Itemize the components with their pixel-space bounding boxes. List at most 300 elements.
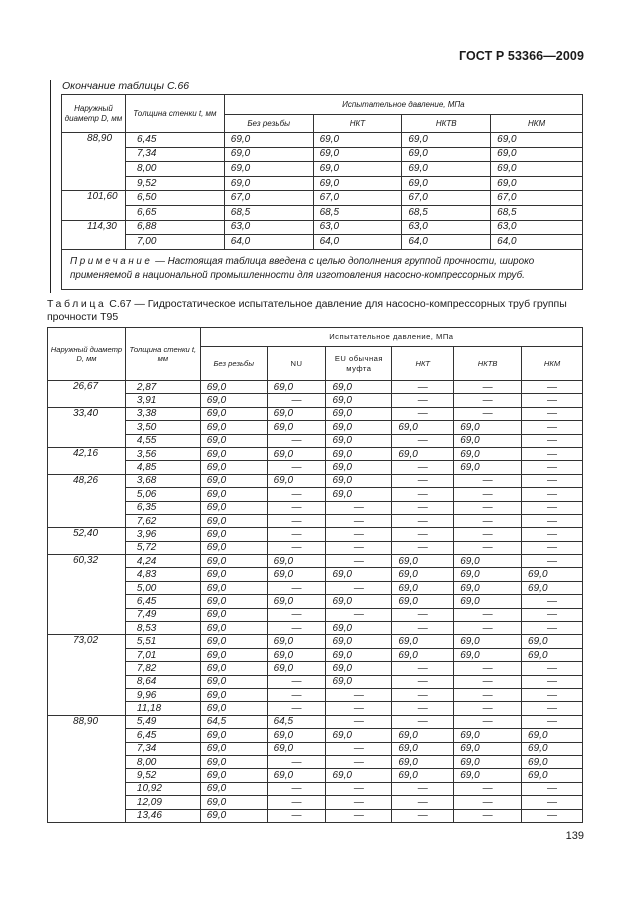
pressure-cell: 69,0 <box>200 809 267 822</box>
thickness-cell: 5,72 <box>125 541 200 554</box>
pressure-cell: 69,0 <box>267 447 326 460</box>
table-row <box>48 434 583 447</box>
thickness-cell: 9,52 <box>125 769 200 782</box>
pressure-cell: 69,0 <box>454 421 522 434</box>
pressure-cell: — <box>454 608 522 621</box>
pressure-cell: 69,0 <box>326 407 392 420</box>
table-row <box>48 488 583 501</box>
pressure-cell: 69,0 <box>454 755 522 768</box>
pressure-cell: 69,0 <box>326 729 392 742</box>
pressure-cell: 69,0 <box>313 147 402 162</box>
pressure-cell: 69,0 <box>267 635 326 648</box>
table-row <box>48 461 583 474</box>
pressure-cell: 69,0 <box>200 729 267 742</box>
pressure-cell: 69,0 <box>326 622 392 635</box>
pressure-cell: 69,0 <box>200 528 267 541</box>
pressure-cell: 68,5 <box>491 205 583 220</box>
pressure-cell: 64,0 <box>491 235 583 250</box>
pressure-cell: 69,0 <box>454 635 522 648</box>
pressure-cell: 69,0 <box>200 541 267 554</box>
pressure-cell: 69,0 <box>224 162 313 177</box>
pressure-cell: 69,0 <box>200 782 267 795</box>
thickness-cell: 7,00 <box>125 235 224 250</box>
pressure-cell: 69,0 <box>200 796 267 809</box>
pressure-cell: — <box>522 675 583 688</box>
thickness-cell: 7,62 <box>125 514 200 527</box>
pressure-cell: 69,0 <box>200 635 267 648</box>
table-row <box>48 514 583 527</box>
pressure-cell: 69,0 <box>326 769 392 782</box>
pressure-cell: 69,0 <box>392 635 454 648</box>
pressure-cell: — <box>392 809 454 822</box>
pressure-cell: 69,0 <box>392 595 454 608</box>
pressure-cell: 69,0 <box>454 434 522 447</box>
pressure-cell: — <box>392 528 454 541</box>
pressure-cell: 69,0 <box>454 648 522 661</box>
pressure-cell: 69,0 <box>224 147 313 162</box>
table1-caption: Окончание таблицы С.66 <box>62 80 190 92</box>
pressure-cell: 69,0 <box>326 461 392 474</box>
table-row <box>48 622 583 635</box>
table-row <box>48 702 583 715</box>
pressure-cell: — <box>326 501 392 514</box>
pressure-cell: 69,0 <box>392 648 454 661</box>
pressure-cell: — <box>454 782 522 795</box>
diameter-cell: 52,40 <box>48 528 126 555</box>
page-number: 139 <box>565 830 584 842</box>
thickness-cell: 3,50 <box>125 421 200 434</box>
thickness-cell: 6,50 <box>125 191 224 206</box>
pressure-cell: 69,0 <box>454 581 522 594</box>
col-header-wall-thickness: Толщина стенки t, мм <box>125 328 200 381</box>
pressure-cell: — <box>522 501 583 514</box>
pressure-cell: — <box>267 809 326 822</box>
pressure-cell: 69,0 <box>454 769 522 782</box>
pressure-cell: — <box>454 474 522 487</box>
table-row <box>62 162 583 177</box>
pressure-cell: — <box>267 528 326 541</box>
thickness-cell: 7,49 <box>125 608 200 621</box>
pressure-cell: 69,0 <box>392 568 454 581</box>
thickness-cell: 8,64 <box>125 675 200 688</box>
pressure-cell: — <box>522 782 583 795</box>
pressure-cell: 69,0 <box>402 147 491 162</box>
thickness-cell: 8,53 <box>125 622 200 635</box>
thickness-cell: 3,96 <box>125 528 200 541</box>
pressure-cell: 69,0 <box>267 769 326 782</box>
table-row <box>48 742 583 755</box>
pressure-cell: — <box>522 809 583 822</box>
thickness-cell: 6,45 <box>125 595 200 608</box>
table-row <box>48 541 583 554</box>
pressure-cell: — <box>522 394 583 407</box>
pressure-cell: — <box>454 622 522 635</box>
pressure-cell: 69,0 <box>313 133 402 148</box>
pressure-cell: — <box>522 622 583 635</box>
thickness-cell: 11,18 <box>125 702 200 715</box>
pressure-cell: 69,0 <box>224 133 313 148</box>
pressure-cell: — <box>392 434 454 447</box>
pressure-cell: 69,0 <box>326 595 392 608</box>
pressure-cell: 69,0 <box>522 648 583 661</box>
pressure-cell: 69,0 <box>326 568 392 581</box>
pressure-cell: — <box>326 809 392 822</box>
pressure-cell: 69,0 <box>454 555 522 568</box>
table2-caption <box>47 298 583 324</box>
thickness-cell: 6,65 <box>125 205 224 220</box>
table-row <box>48 769 583 782</box>
table-row <box>48 782 583 795</box>
pressure-cell: — <box>454 675 522 688</box>
thickness-cell: 5,49 <box>125 715 200 728</box>
pressure-cell: 69,0 <box>402 133 491 148</box>
pressure-cell: 69,0 <box>267 474 326 487</box>
table-row <box>48 447 583 460</box>
pressure-cell: 68,5 <box>313 205 402 220</box>
pressure-cell: 69,0 <box>522 769 583 782</box>
table-row <box>48 555 583 568</box>
table-row <box>48 755 583 768</box>
col-header-nu: NU <box>267 347 326 381</box>
table-row <box>48 608 583 621</box>
table-row <box>48 648 583 661</box>
table2-caption-label: Таблица <box>47 298 107 310</box>
pressure-cell: 63,0 <box>402 220 491 235</box>
thickness-cell: 4,24 <box>125 555 200 568</box>
thickness-cell: 8,00 <box>125 162 224 177</box>
pressure-cell: — <box>326 541 392 554</box>
pressure-cell: 69,0 <box>326 394 392 407</box>
pressure-cell: 69,0 <box>267 648 326 661</box>
pressure-cell: 69,0 <box>491 176 583 191</box>
table-row <box>48 581 583 594</box>
pressure-cell: — <box>392 688 454 701</box>
pressure-cell: 69,0 <box>200 488 267 501</box>
table-row <box>48 501 583 514</box>
pressure-cell: — <box>392 407 454 420</box>
thickness-cell: 6,35 <box>125 501 200 514</box>
pressure-cell: — <box>454 688 522 701</box>
pressure-cell: 69,0 <box>402 176 491 191</box>
table2-caption-text: С.67 — Гидростатическое испытательное давление для насосно-компрессорных труб группы прочности Т95 <box>47 298 567 323</box>
pressure-cell: — <box>522 381 583 394</box>
pressure-cell: — <box>454 381 522 394</box>
pressure-cell: 69,0 <box>200 407 267 420</box>
thickness-cell: 4,83 <box>125 568 200 581</box>
table-row <box>48 688 583 701</box>
pressure-cell: 69,0 <box>326 474 392 487</box>
pressure-cell: 63,0 <box>224 220 313 235</box>
col-header-diameter: Наружный диаметр D, мм <box>48 328 126 381</box>
pressure-cell: 69,0 <box>454 729 522 742</box>
pressure-cell: — <box>326 796 392 809</box>
pressure-cell: — <box>454 514 522 527</box>
thickness-cell: 5,51 <box>125 635 200 648</box>
thickness-cell: 3,91 <box>125 394 200 407</box>
table-row <box>48 796 583 809</box>
pressure-cell: — <box>267 541 326 554</box>
table-row <box>48 715 583 728</box>
pressure-cell: — <box>392 541 454 554</box>
pressure-cell: — <box>326 688 392 701</box>
pressure-cell: — <box>392 461 454 474</box>
thickness-cell: 4,55 <box>125 434 200 447</box>
table-row <box>48 568 583 581</box>
pressure-cell: 69,0 <box>491 162 583 177</box>
pressure-cell: 69,0 <box>326 662 392 675</box>
pressure-cell: 69,0 <box>200 555 267 568</box>
col-header-no-thread: Без резьбы <box>200 347 267 381</box>
diameter-cell: 73,02 <box>48 635 126 715</box>
pressure-cell: 69,0 <box>522 742 583 755</box>
pressure-cell: 69,0 <box>200 662 267 675</box>
pressure-cell: — <box>267 675 326 688</box>
pressure-cell: — <box>454 809 522 822</box>
col-header-nktv: НКТВ <box>402 115 491 133</box>
pressure-cell: 69,0 <box>402 162 491 177</box>
pressure-cell: — <box>522 474 583 487</box>
pressure-cell: 69,0 <box>522 581 583 594</box>
pressure-cell: — <box>392 782 454 795</box>
table-row <box>62 176 583 191</box>
pressure-cell: 69,0 <box>200 595 267 608</box>
pressure-cell: — <box>522 688 583 701</box>
pressure-cell: 69,0 <box>491 147 583 162</box>
col-header-nkt: НКТ <box>392 347 454 381</box>
pressure-cell: 69,0 <box>267 662 326 675</box>
pressure-cell: 69,0 <box>326 488 392 501</box>
document-id-header: ГОСТ Р 53366—2009 <box>458 49 584 63</box>
pressure-cell: 69,0 <box>200 648 267 661</box>
pressure-cell: — <box>267 434 326 447</box>
col-header-eu-coupling: EU обычная муфта <box>326 347 392 381</box>
diameter-cell: 33,40 <box>48 407 126 447</box>
table-row <box>48 474 583 487</box>
col-header-nkm: НКМ <box>522 347 583 381</box>
pressure-cell: 67,0 <box>313 191 402 206</box>
pressure-cell: 69,0 <box>392 769 454 782</box>
pressure-cell: 69,0 <box>392 581 454 594</box>
pressure-cell: 69,0 <box>200 447 267 460</box>
pressure-cell: — <box>326 528 392 541</box>
col-header-no-thread: Без резьбы <box>224 115 313 133</box>
pressure-cell: — <box>522 662 583 675</box>
table-row <box>48 381 583 394</box>
thickness-cell: 4,85 <box>125 461 200 474</box>
pressure-cell: 69,0 <box>313 176 402 191</box>
col-header-diameter: Наружный диаметр D, мм <box>62 95 126 133</box>
pressure-cell: 69,0 <box>326 434 392 447</box>
pressure-cell: — <box>392 715 454 728</box>
pressure-cell: — <box>392 662 454 675</box>
pressure-cell: — <box>454 407 522 420</box>
col-header-nktv: НКТВ <box>454 347 522 381</box>
pressure-cell: — <box>392 796 454 809</box>
pressure-cell: 64,0 <box>313 235 402 250</box>
pressure-cell: — <box>454 715 522 728</box>
pressure-cell: 69,0 <box>267 729 326 742</box>
pressure-cell: — <box>392 675 454 688</box>
thickness-cell: 3,56 <box>125 447 200 460</box>
diameter-cell: 48,26 <box>48 474 126 528</box>
pressure-cell: 69,0 <box>200 581 267 594</box>
pressure-cell: — <box>522 528 583 541</box>
pressure-cell: 67,0 <box>402 191 491 206</box>
thickness-cell: 10,92 <box>125 782 200 795</box>
thickness-cell: 3,68 <box>125 474 200 487</box>
pressure-cell: 69,0 <box>200 514 267 527</box>
pressure-cell: 69,0 <box>200 702 267 715</box>
pressure-cell: 69,0 <box>200 622 267 635</box>
pressure-cell: — <box>522 434 583 447</box>
pressure-cell: 69,0 <box>491 133 583 148</box>
col-header-wall-thickness: Толщина стенки t, мм <box>125 95 224 133</box>
table-note <box>62 249 583 289</box>
pressure-cell: 69,0 <box>392 755 454 768</box>
diameter-cell: 114,30 <box>62 220 126 249</box>
col-header-test-pressure: Испытательное давление, МПа <box>224 95 582 115</box>
thickness-cell: 7,34 <box>125 147 224 162</box>
pressure-cell: 69,0 <box>392 742 454 755</box>
pressure-cell: — <box>267 755 326 768</box>
pressure-cell: 69,0 <box>267 555 326 568</box>
pressure-cell: 67,0 <box>491 191 583 206</box>
pressure-cell: — <box>267 702 326 715</box>
pressure-cell: 69,0 <box>326 421 392 434</box>
col-header-test-pressure: Испытательное давление, МПа <box>200 328 582 347</box>
pressure-cell: 69,0 <box>200 608 267 621</box>
diameter-cell: 26,67 <box>48 381 126 408</box>
pressure-cell: — <box>522 555 583 568</box>
diameter-cell: 60,32 <box>48 555 126 635</box>
pressure-cell: 68,5 <box>224 205 313 220</box>
pressure-cell: — <box>267 394 326 407</box>
table-row <box>48 407 583 420</box>
pressure-cell: — <box>392 474 454 487</box>
pressure-cell: — <box>454 394 522 407</box>
pressure-cell: — <box>454 662 522 675</box>
thickness-cell: 13,46 <box>125 809 200 822</box>
pressure-cell: — <box>267 688 326 701</box>
diameter-cell: 88,90 <box>62 133 126 191</box>
table-row <box>62 220 583 235</box>
table-row <box>48 421 583 434</box>
pressure-cell: 69,0 <box>200 742 267 755</box>
pressure-cell: — <box>267 488 326 501</box>
thickness-cell: 9,52 <box>125 176 224 191</box>
pressure-cell: 64,5 <box>267 715 326 728</box>
pressure-cell: 69,0 <box>200 675 267 688</box>
pressure-cell: 69,0 <box>200 769 267 782</box>
pressure-cell: 64,5 <box>200 715 267 728</box>
col-header-nkm: НКМ <box>491 115 583 133</box>
pressure-cell: 67,0 <box>224 191 313 206</box>
pressure-cell: 69,0 <box>326 635 392 648</box>
pressure-cell: — <box>454 702 522 715</box>
table-row <box>48 394 583 407</box>
thickness-cell: 8,00 <box>125 755 200 768</box>
table-row <box>48 809 583 822</box>
pressure-cell: 69,0 <box>224 176 313 191</box>
pressure-cell: 69,0 <box>326 447 392 460</box>
pressure-cell: — <box>392 394 454 407</box>
pressure-cell: 69,0 <box>454 461 522 474</box>
thickness-cell: 7,34 <box>125 742 200 755</box>
pressure-cell: 69,0 <box>267 568 326 581</box>
table-row <box>48 729 583 742</box>
pressure-cell: — <box>267 501 326 514</box>
pressure-cell: — <box>522 702 583 715</box>
pressure-cell: 69,0 <box>267 421 326 434</box>
table-row <box>62 191 583 206</box>
pressure-cell: 63,0 <box>491 220 583 235</box>
pressure-cell: — <box>522 608 583 621</box>
pressure-cell: — <box>454 796 522 809</box>
table-row <box>62 133 583 148</box>
pressure-cell: 69,0 <box>392 729 454 742</box>
thickness-cell: 7,82 <box>125 662 200 675</box>
pressure-cell: 69,0 <box>522 755 583 768</box>
thickness-cell: 9,96 <box>125 688 200 701</box>
pressure-cell: — <box>392 702 454 715</box>
pressure-cell: 69,0 <box>200 394 267 407</box>
pressure-cell: 69,0 <box>313 162 402 177</box>
pressure-cell: 69,0 <box>200 755 267 768</box>
thickness-cell: 6,45 <box>125 729 200 742</box>
note-label: Примечание <box>70 255 153 267</box>
pressure-cell: 69,0 <box>200 688 267 701</box>
pressure-cell: — <box>326 715 392 728</box>
table-row <box>48 635 583 648</box>
pressure-cell: — <box>326 755 392 768</box>
pressure-cell: 69,0 <box>454 595 522 608</box>
thickness-cell: 3,38 <box>125 407 200 420</box>
pressure-cell: — <box>454 501 522 514</box>
col-header-nkt: НКТ <box>313 115 402 133</box>
pressure-cell: — <box>392 608 454 621</box>
pressure-cell: — <box>392 622 454 635</box>
pressure-cell: 64,0 <box>224 235 313 250</box>
pressure-cell: — <box>522 514 583 527</box>
pressure-cell: — <box>326 702 392 715</box>
table-row <box>48 595 583 608</box>
pressure-cell: 64,0 <box>402 235 491 250</box>
pressure-cell: — <box>326 555 392 568</box>
pressure-cell: — <box>326 782 392 795</box>
pressure-cell: — <box>326 581 392 594</box>
thickness-cell: 2,87 <box>125 381 200 394</box>
pressure-cell: — <box>267 514 326 527</box>
pressure-cell: 69,0 <box>522 729 583 742</box>
pressure-cell: — <box>454 528 522 541</box>
table-row <box>62 205 583 220</box>
pressure-cell: — <box>522 715 583 728</box>
pressure-cell: 69,0 <box>200 381 267 394</box>
pressure-cell: — <box>326 742 392 755</box>
pressure-cell: — <box>267 796 326 809</box>
pressure-cell: 69,0 <box>392 421 454 434</box>
pressure-cell: — <box>454 488 522 501</box>
pressure-cell: 69,0 <box>200 421 267 434</box>
table-row <box>48 675 583 688</box>
pressure-cell: — <box>267 622 326 635</box>
note-text: — Настоящая таблица введена с целью дополнения группой прочности, широко применяемой в национальной промышленности для изготовления насосно-компрессорных труб. <box>70 255 535 281</box>
pressure-cell: 69,0 <box>200 474 267 487</box>
pressure-cell: 69,0 <box>454 568 522 581</box>
pressure-cell: — <box>392 514 454 527</box>
thickness-cell: 5,00 <box>125 581 200 594</box>
table-c66-continuation <box>61 94 583 290</box>
